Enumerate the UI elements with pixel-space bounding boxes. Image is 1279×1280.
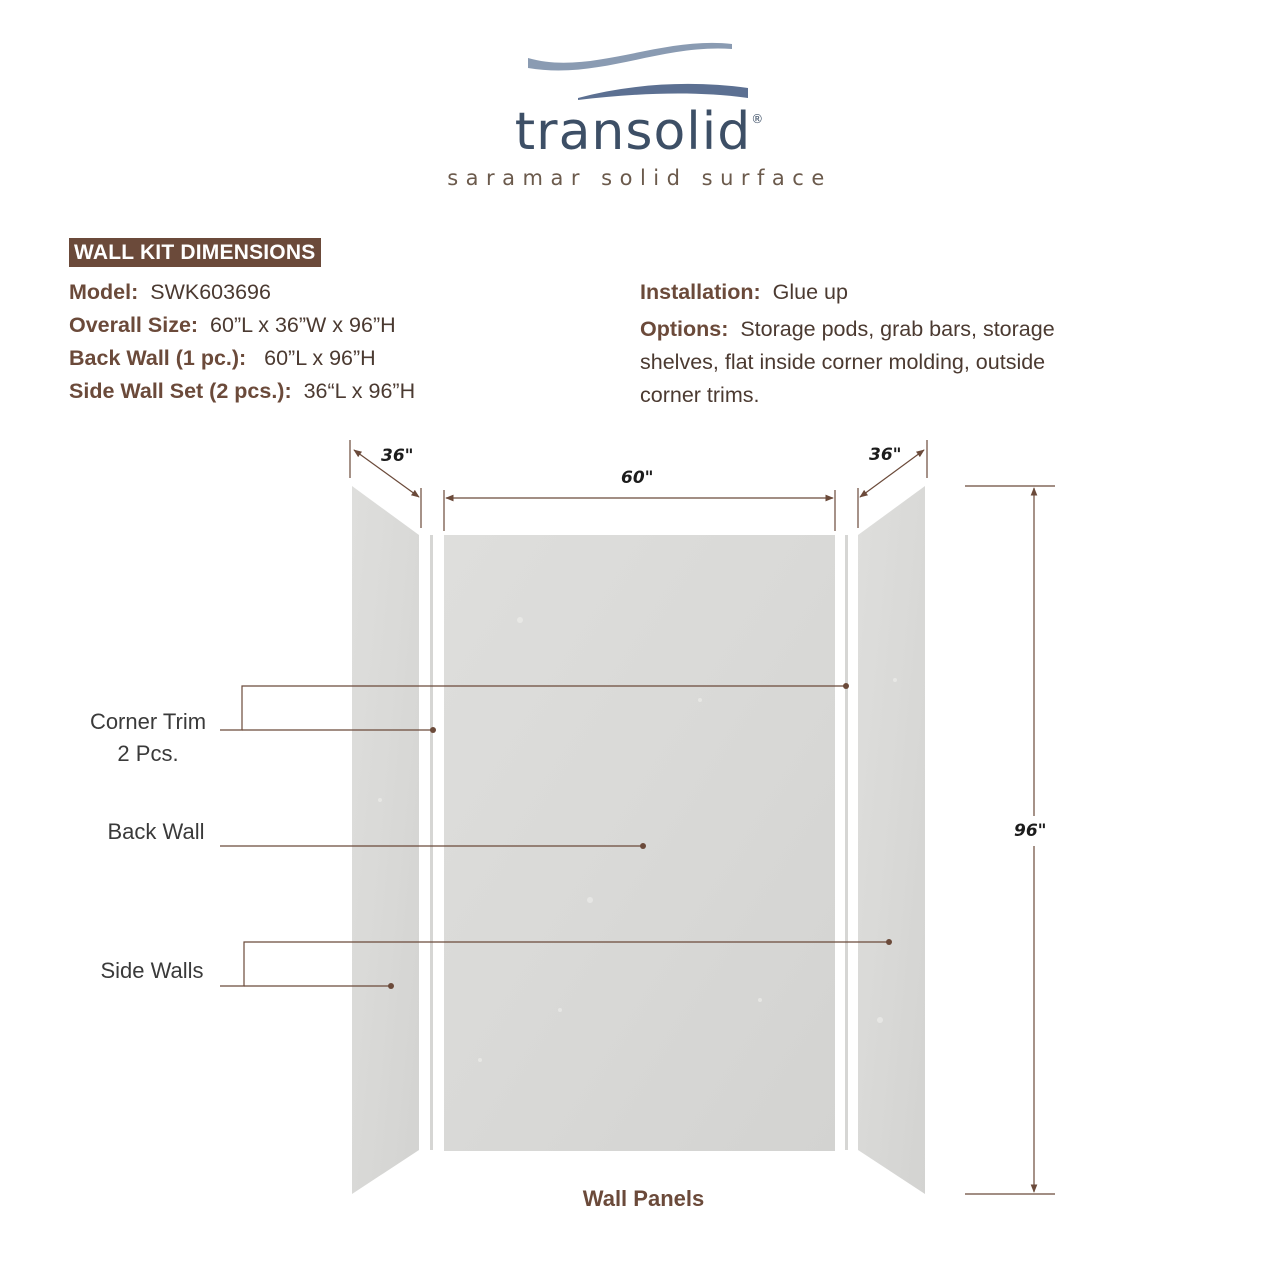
label-back-wall: Back Wall (107, 819, 205, 844)
dim-left-label: 36" (381, 446, 414, 466)
spec-side-label: Side Wall Set (2 pcs.): (69, 379, 292, 403)
spec-side-value: 36“L x 96”H (303, 379, 416, 403)
logo-tagline: saramar solid surface (447, 166, 832, 190)
spec-model-value: SWK603696 (150, 280, 271, 304)
spec-options-line1: Storage pods, grab bars, storage (740, 317, 1055, 341)
corner-trim-right (845, 535, 848, 1150)
leader-dot (886, 939, 892, 945)
spec-back-value: 60”L x 96”H (264, 346, 376, 370)
spec-overall-label: Overall Size: (69, 313, 199, 337)
dim-right-label: 36" (869, 445, 902, 465)
spec-options-line2: shelves, flat inside corner molding, outside (640, 350, 1046, 374)
spec-back-label: Back Wall (1 pc.): (69, 346, 247, 370)
spec-options-label: Options: (640, 317, 729, 341)
label-corner-trim (74, 706, 222, 770)
spec-install-value: Glue up (772, 280, 848, 304)
leader-dot (843, 683, 849, 689)
label-corner-trim-line2: 2 Pcs. (117, 741, 179, 766)
spec-overall-value: 60”L x 36”W x 96”H (210, 313, 396, 337)
spec-install-label: Installation: (640, 280, 761, 304)
leader-dot (430, 727, 436, 733)
label-corner-trim-line1: Corner Trim (89, 709, 207, 734)
leader-dot (388, 983, 394, 989)
back-wall-panel (444, 535, 835, 1151)
spec-options-line3: corner trims. (640, 383, 760, 407)
side-wall-right (858, 486, 925, 1194)
spec-model-label: Model: (69, 280, 139, 304)
dim-center-label: 60" (621, 468, 654, 488)
diagram-caption: Wall Panels (582, 1186, 705, 1211)
corner-trim-left (430, 535, 433, 1150)
side-wall-left (352, 486, 419, 1194)
dim-height-label: 96" (1014, 821, 1047, 841)
label-side-walls: Side Walls (100, 958, 204, 983)
section-title: WALL KIT DIMENSIONS (69, 238, 321, 267)
leader-dot (640, 843, 646, 849)
logo-wordmark: transolid® (514, 102, 765, 162)
